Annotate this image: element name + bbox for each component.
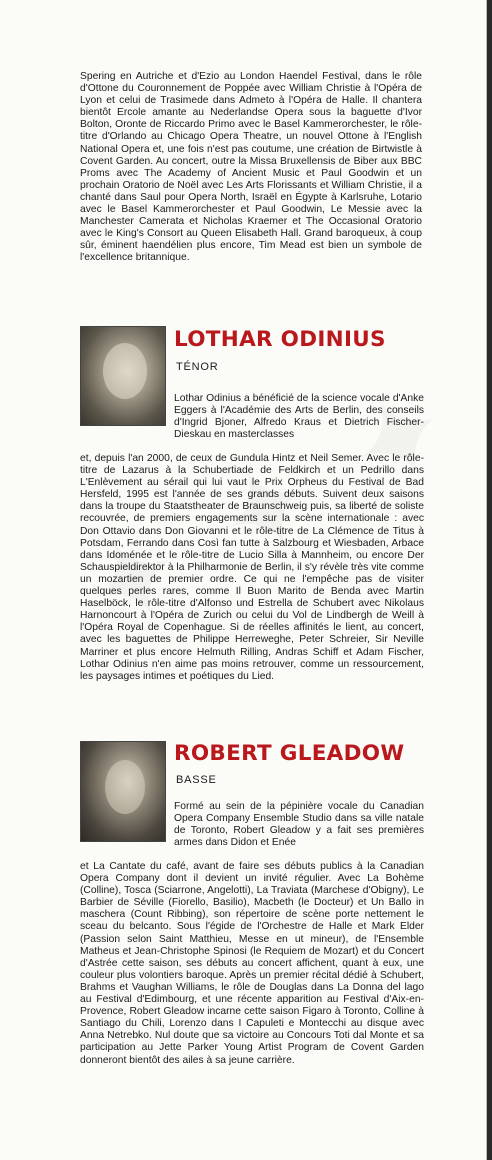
bio-gleadow	[80, 861, 424, 1067]
bio-text: et, depuis l'an 2000, de ceux de Gundula Hintz et Neil Semer. Avec le rôle-titre de Lazarus à la Schubertiade de Feldkirch et un Pedrillo dans L'Enlèvement au sérail qui lui vaut le Prix Orpheus du Festival de Bad Hersfeld, 1995 est l'année de ses grands débuts. Suivent deux saisons dans la troupe du Staatstheater de Braunschweig puis, sa liberté de soliste recouvrée, de premiers engagements sur la scène internationale : avec Don Ottavio dans Don Giovanni et le rôle-titre de La Clémence de Titus à Potsdam, Ferrando dans Così fan tutte à Salzbourg et Wiesbaden, Arbace dans Idoménée et le rôle-titre de Lucio Silla à Mannheim, ou encore Der Schauspieldirektor à la Philharmonie de Berlin, il s'y révèle très vite comme un mozartien de premier ordre. Ce qui ne l'empêche pas de visiter quelques perles rares, comme Il Buon Marito de Benda avec Martin Haselböck, le rôle-titre d'Alfonso und Estrella de Schubert avec Nikolaus Harnoncourt à l'Opéra de Zurich ou celui du Vol de Lindbergh de Weill à l'Opéra Royal de Copenhague. Si de réelles affinités le lient, au concert, avec les baguettes de Philippe Herreweghe, Peter Schreier, Sir Neville Marriner et plus encore Helmuth Rilling, Andras Schiff et Adam Fischer, Lothar Odinius n'en aime pas moins retrouver, comme un ressourcement, les paysages intimes et poétiques du Lied.	[80, 453, 424, 682]
page-edge	[487, 0, 492, 1160]
bio-top-gleadow	[174, 801, 424, 849]
portrait-face	[105, 760, 145, 814]
artist-role: BASSE	[176, 774, 217, 786]
intro-paragraph	[80, 71, 422, 265]
artist-photo-odinius	[80, 326, 166, 426]
artist-role: TÉNOR	[176, 361, 219, 373]
bio-top-text: Formé au sein de la pépinière vocale du Canadian Opera Company Ensemble Studio dans sa ville natale de Toronto, Robert Gleadow y a fait ses premières armes dans Didon et Enée	[174, 801, 424, 849]
bio-text: et La Cantate du café, avant de faire ses débuts publics à la Canadian Opera Company dont il devient un invité régulier. Avec La Bohème (Colline), Tosca (Sciarrone, Angelotti), La Traviata (Marchese d'Obigny), Le Barbier de Séville (Fiorello, Basilio), Macbeth (le Docteur) et Un Ballo in maschera (Count Ribbing), son répertoire de scène porte nettement le sceau du belcanto. Sous l'égide de l'Orchestre de Halle et Mark Elder (Passion selon Saint Matthieu, Messe en ut mineur), de l'Ensemble Matheus et Jean-Christophe Spinosi (le Requiem de Mozart) et du Concert d'Astrée cette saison, ses débuts au concert affichent, quant à eux, une couleur plus volontiers baroque. Après un premier récital dédié à Schubert, Brahms et Vaughan Williams, le rôle de Douglas dans La Donna del lago au Festival d'Edimbourg, et une récente apparition au Festival d'Aix-en-Provence, Robert Gleadow incarne cette saison Figaro à Toronto, Colline à Santiago du Chili, Lorenzo dans I Capuleti e Montecchi au disque avec Anna Netrebko. Nul doute que sa victoire au Concours Toti dal Monte et sa participation au Jette Parker Young Artist Program de Covent Garden donneront bientôt des ailes à sa jeune carrière.	[80, 861, 424, 1066]
bio-top-odinius	[174, 393, 424, 441]
artist-name: ROBERT GLEADOW	[174, 741, 405, 766]
artist-name: LOTHAR ODINIUS	[174, 327, 386, 352]
intro-text: Spering en Autriche et d'Ezio au London Haendel Festival, dans le rôle d'Ottone du Couronnement de Poppée avec William Christie à l'Opéra de Lyon et celui de Trasimede dans Admeto à l'Opéra de Halle. Il chantera bientôt Ercole amante au Nederlandse Opera sous la baguette d'Ivor Bolton, Oronte de Riccardo Primo avec le Basel Kammerorchester, le rôle-titre d'Orlando au Chicago Opera Theatre, un nouvel Ottone à l'English National Opera et, une fois n'est pas coutume, une création de Birtwistle à Covent Garden. Au concert, outre la Missa Bruxellensis de Biber aux BBC Proms avec The Academy of Ancient Music et Paul Goodwin et un prochain Oratorio de Noël avec Les Arts Florissants et William Christie, il a chanté dans Saul pour Opera North, Israël en Égypte à Karlsruhe, Lotario avec le Basel Kammerorchester et Paul Goodwin, Le Messie avec la Manchester Camerata et Nicholas Kraemer et The Occasional Oratorio avec le King's Consort au Queen Elisabeth Hall. Grand baroqueux, à coup sûr, éminent haendélien plus encore, Tim Mead est bien un symbole de l'excellence britannique.	[80, 71, 422, 264]
bio-odinius	[80, 453, 424, 683]
portrait-face	[103, 343, 147, 399]
bio-top-text: Lothar Odinius a bénéficié de la science vocale d'Anke Eggers à l'Académie des Arts de Berlin, des conseils d'Ingrid Bjoner, Alfredo Kraus et Dietrich Fischer-Dieskau en masterclasses	[174, 393, 424, 441]
artist-photo-gleadow	[80, 741, 166, 842]
